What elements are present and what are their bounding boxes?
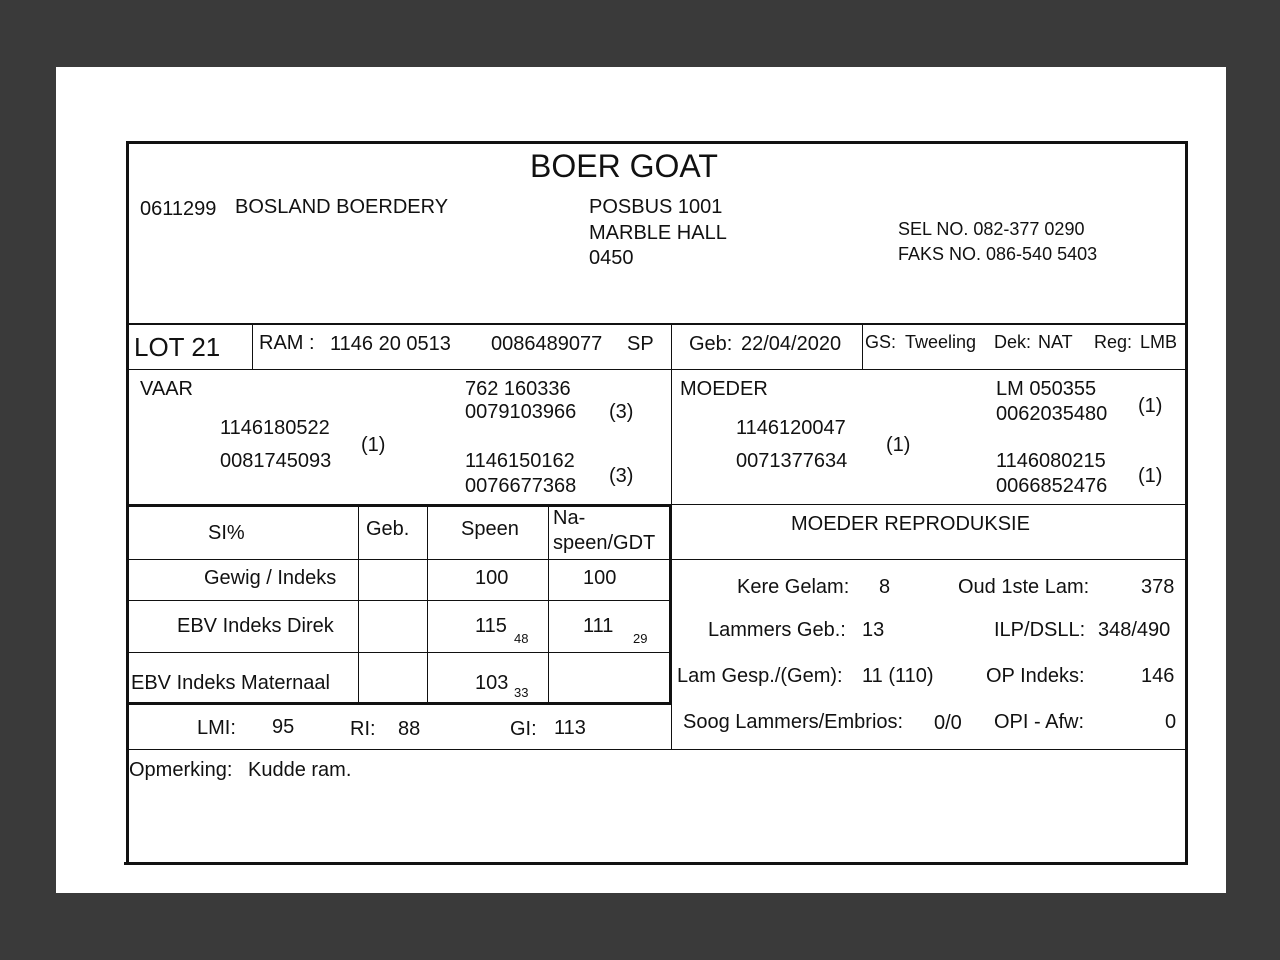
op-label: OP Indeks:	[986, 665, 1085, 687]
vrule-col-naspeen	[548, 507, 549, 703]
vrule-gs	[862, 325, 863, 369]
perf-row-speen-accuracy: 48	[514, 631, 529, 646]
oud-label: Oud 1ste Lam:	[958, 576, 1090, 598]
oud-value: 378	[1141, 576, 1175, 598]
ri-label: RI:	[350, 718, 376, 740]
sire-sire-id: 762 160336	[465, 378, 571, 400]
perf-row-speen: 103	[475, 672, 509, 694]
sire-dam-id: 1146150162	[465, 450, 575, 472]
vrule-lot	[252, 325, 253, 369]
ram-registration: 0086489077	[491, 333, 603, 355]
reg-label: Reg:	[1094, 332, 1133, 352]
dam-sire-count: (1)	[1138, 395, 1163, 417]
ram-id: 1146 20 0513	[330, 333, 451, 355]
gi-value: 113	[554, 717, 586, 739]
frame-right	[1185, 141, 1188, 865]
rule-perf-bottom	[128, 702, 671, 705]
dek-value: NAT	[1038, 332, 1073, 352]
dam-dam-id: 1146080215	[996, 450, 1106, 472]
birth-date-label: Geb:	[689, 333, 733, 355]
sire-sire-registration: 0079103966	[465, 401, 577, 423]
dam-sire-id: LM 050355	[996, 378, 1097, 400]
address-line-2: MARBLE HALL	[589, 222, 727, 244]
reg-value: LMB	[1140, 332, 1178, 352]
col-header-si: SI%	[208, 522, 245, 544]
dam-registration: 0071377634	[736, 450, 848, 472]
sire-sire-count: (3)	[609, 401, 634, 423]
perf-row-naspeen: 111	[583, 615, 614, 637]
lmi-label: LMI:	[197, 717, 236, 739]
reproduction-title: MOEDER REPRODUKSIE	[791, 513, 1030, 535]
dam-dam-registration: 0066852476	[996, 475, 1108, 497]
lot-number: LOT 21	[134, 332, 221, 362]
lammers-value: 13	[862, 619, 885, 641]
vrule-col-speen	[427, 507, 428, 703]
lmi-value: 95	[272, 716, 295, 738]
ilp-value: 348/490	[1098, 619, 1171, 641]
ram-sp: SP	[627, 333, 654, 355]
address-line-1: POSBUS 1001	[589, 196, 723, 218]
perf-row-label: EBV Indeks Maternaal	[131, 672, 330, 694]
soog-value: 0/0	[934, 712, 962, 734]
perf-row-label: Gewig / Indeks	[204, 567, 337, 589]
kere-value: 8	[879, 576, 891, 598]
dam-label: MOEDER	[680, 378, 768, 400]
rule-pedigree-bottom-right	[671, 504, 1186, 505]
frame-top	[126, 141, 1188, 144]
cell-number: SEL NO. 082-377 0290	[898, 219, 1085, 239]
vrule-col-geb	[358, 507, 359, 703]
sire-dam-registration: 0076677368	[465, 475, 577, 497]
gi-label: GI:	[510, 718, 537, 740]
perf-row-speen: 115	[475, 615, 507, 637]
remarks-text: Kudde ram.	[248, 759, 352, 781]
col-header-geb: Geb.	[366, 518, 410, 540]
address-line-3: 0450	[589, 247, 634, 269]
sire-registration: 0081745093	[220, 450, 332, 472]
rule-lot-top	[128, 323, 1186, 325]
perf-row-naspeen: 100	[583, 567, 617, 589]
perf-row-speen-accuracy: 33	[514, 685, 529, 700]
soog-label: Soog Lammers/Embrios:	[683, 711, 904, 733]
perf-row-naspeen-accuracy: 29	[633, 631, 648, 646]
dam-count: (1)	[886, 434, 911, 456]
col-header-speen: Speen	[461, 518, 519, 540]
rule-perf-row2	[128, 652, 671, 653]
dam-id: 1146120047	[736, 417, 846, 439]
dam-sire-registration: 0062035480	[996, 403, 1108, 425]
kere-label: Kere Gelam:	[737, 576, 850, 598]
col-header-naspeen-1: Na-	[553, 507, 586, 529]
sire-id: 1146180522	[220, 417, 330, 439]
gs-value: Tweeling	[905, 332, 977, 352]
vrule-perf-right	[669, 505, 672, 705]
breeder-number: 0611299	[140, 198, 217, 220]
rule-pedigree-bottom-left	[128, 504, 671, 507]
col-header-naspeen-2: speen/GDT	[553, 532, 656, 554]
rule-index-bottom	[128, 749, 1186, 750]
frame-left	[126, 141, 129, 865]
document-title: BOER GOAT	[530, 148, 718, 184]
fax-number: FAKS NO. 086-540 5403	[898, 244, 1098, 264]
sire-count: (1)	[361, 434, 386, 456]
sire-dam-count: (3)	[609, 465, 634, 487]
opi-label: OPI - Afw:	[994, 711, 1085, 733]
perf-row-label: EBV Indeks Direk	[177, 615, 334, 637]
gesp-value: 11 (110)	[862, 665, 934, 687]
opi-value: 0	[1165, 711, 1177, 733]
gs-label: GS:	[865, 332, 897, 352]
ilp-label: ILP/DSLL:	[994, 619, 1086, 641]
rule-perf-header	[128, 559, 1186, 560]
breeder-name: BOSLAND BOERDERY	[235, 196, 449, 218]
dek-label: Dek:	[994, 332, 1032, 352]
dam-dam-count: (1)	[1138, 465, 1163, 487]
frame-bottom	[124, 862, 1188, 865]
rule-perf-row1	[128, 600, 671, 601]
sire-label: VAAR	[140, 378, 193, 400]
ri-value: 88	[398, 718, 421, 740]
perf-row-speen: 100	[475, 567, 509, 589]
op-value: 146	[1141, 665, 1175, 687]
gesp-label: Lam Gesp./(Gem):	[677, 665, 843, 687]
remarks-label: Opmerking:	[129, 759, 233, 781]
birth-date: 22/04/2020	[741, 333, 842, 355]
rule-lot-bottom	[128, 369, 1186, 370]
ram-label: RAM :	[259, 332, 315, 354]
lammers-label: Lammers Geb.:	[708, 619, 846, 641]
